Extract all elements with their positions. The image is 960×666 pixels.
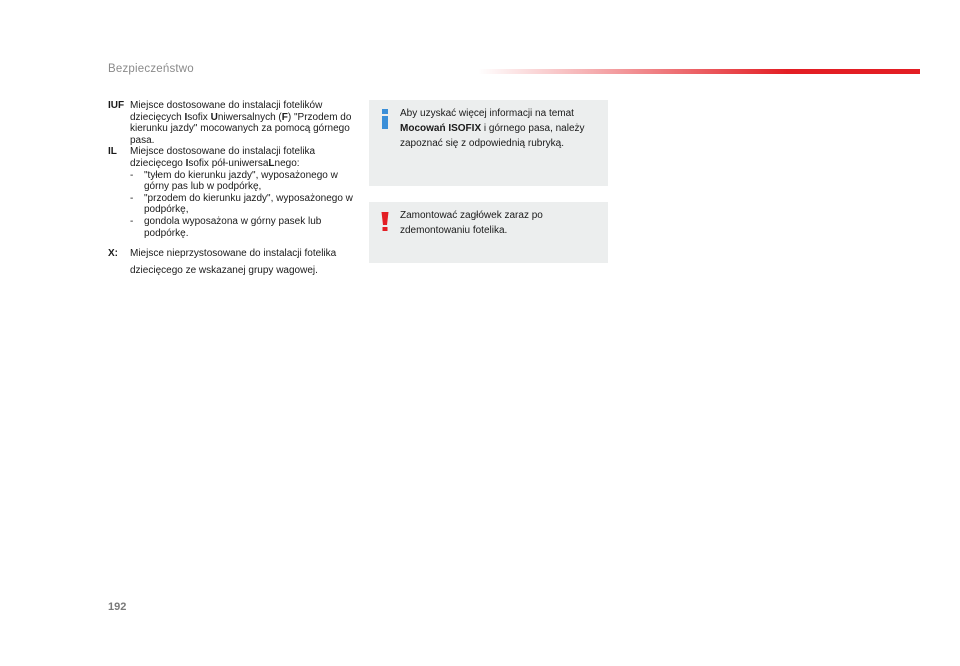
desc-text: Miejsce dostosowane do instalacji fotelika dziecięcego	[130, 146, 316, 169]
page-number: 192	[108, 601, 127, 613]
list-item	[130, 216, 358, 239]
legend-entry-x	[108, 245, 358, 279]
list-item-text: "przodem do kierunku jazdy", wyposażonego w podpórkę,	[144, 192, 353, 216]
desc-text: sofix pół-uniwersa	[188, 157, 269, 169]
legend-key-x: X:	[108, 248, 118, 260]
desc-text: sofix	[187, 111, 211, 123]
info-text-part: i górnego pasa, należy zapoznać się z odpowiednią rubryką.	[400, 123, 585, 149]
legend-desc-il	[130, 146, 358, 239]
legend-entry-iuf	[108, 100, 358, 146]
info-box	[369, 100, 608, 186]
legend-desc-x: Miejsce nieprzystosowane do instalacji fotelika dziecięcego ze wskazanej grupy wagowej.	[130, 248, 337, 277]
warning-text: Zamontować zagłówek zaraz po zdemontowaniu fotelika.	[400, 210, 543, 236]
info-text-bold: Mocowań ISOFIX	[400, 123, 482, 134]
legend-column	[108, 100, 358, 279]
desc-letter: I	[185, 157, 189, 169]
list-dash: -	[130, 192, 134, 204]
list-item	[130, 193, 358, 216]
list-item-text: gondola wyposażona w górny pasek lub podpórkę.	[144, 215, 322, 239]
info-text	[400, 106, 600, 151]
info-text-part: Aby uzyskać więcej informacji na temat	[400, 108, 574, 119]
legend-key-il: IL	[108, 146, 117, 158]
section-title: Bezpieczeństwo	[108, 63, 194, 75]
title-accent-bar	[478, 69, 920, 74]
exclamation-icon	[378, 210, 392, 232]
desc-letter: L	[268, 157, 275, 169]
desc-letter: U	[210, 111, 218, 123]
warning-box	[369, 202, 608, 263]
desc-text: nego:	[274, 157, 300, 169]
list-item	[130, 170, 358, 193]
info-icon	[378, 108, 392, 130]
legend-desc-iuf	[130, 100, 358, 146]
desc-text: niwersalnych (	[217, 111, 282, 123]
legend-key-iuf: IUF	[108, 100, 125, 111]
list-dash: -	[130, 169, 134, 181]
desc-text: Miejsce dostosowane do instalacji fotelików dziecięcych	[130, 100, 323, 123]
legend-entry-il	[108, 146, 358, 239]
list-item-text: "tyłem do kierunku jazdy", wyposażonego w górny pas lub w podpórkę,	[144, 169, 338, 193]
desc-text: ) "Przodem do kierunku jazdy" mocowanych za pomocą górnego pasa.	[130, 111, 352, 146]
desc-letter: F	[281, 111, 288, 123]
list-dash: -	[130, 215, 134, 227]
desc-letter: I	[184, 111, 188, 123]
